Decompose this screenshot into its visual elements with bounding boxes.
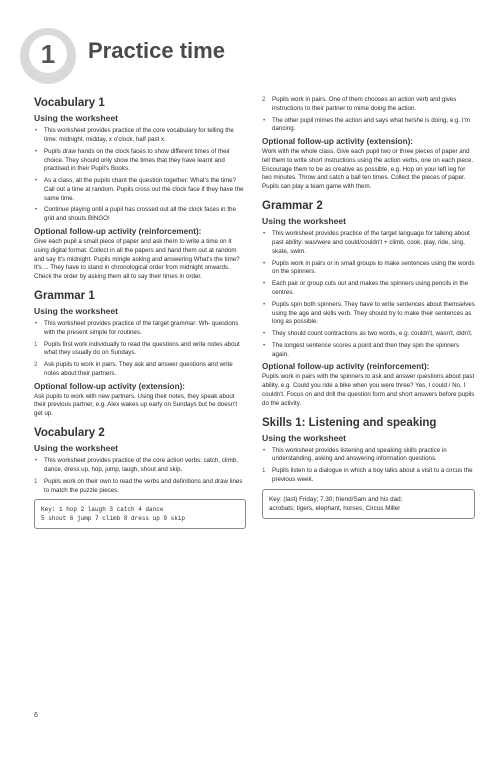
subheading: Using the worksheet	[34, 113, 119, 124]
answer-key-box	[34, 499, 246, 529]
list-item: • This worksheet provides practice of the target grammar: Wh- questions with the present simple for routines.	[34, 320, 246, 338]
page-number: 6	[34, 712, 38, 719]
numbered-list	[262, 96, 475, 114]
optional-activity-title: Optional follow-up activity (reinforcement):	[262, 362, 430, 372]
page-title: Practice time	[88, 38, 225, 63]
unit-header	[20, 28, 480, 90]
list-item: • Pupils draw hands on the clock faces to show different times of their choice. They should only show the times that they have learnt and practised in their Pupil's Books.	[34, 148, 246, 174]
optional-activity-text: Give each pupil a small piece of paper and ask them to write a time on it using digital format. Collect in all the papers and hand them out at random and say It's midnight. Pupils mingle asking and answering What's the time? It's ... They have to stand in chronological order from midnight onwards. Check the order by asking them all to say their times in order.	[34, 237, 240, 281]
subheading: Using the worksheet	[262, 216, 347, 227]
list-item: • As a class, all the pupils chant the question together: What's the time? Call out a time at random. Pupils cross out the clock face if they have the same time.	[34, 177, 246, 203]
bullet-list	[262, 447, 475, 465]
bullet-list	[262, 117, 475, 135]
list-item: • The other pupil mimes the action and says what he/she is doing, e.g. I'm dancing.	[262, 117, 475, 135]
right-column	[262, 96, 475, 519]
section-heading: Grammar 2	[262, 200, 323, 213]
skills-1-section	[262, 416, 475, 519]
grammar-2-section	[262, 199, 475, 409]
vocabulary-2-section	[34, 426, 246, 529]
list-item: • Continue playing until a pupil has crossed out all the clock faces in the grid and shouts BINGO!	[34, 206, 246, 224]
list-item: • The longest sentence scores a point and then they spin the spinners again.	[262, 342, 475, 360]
grammar-1-section	[34, 289, 246, 419]
list-item: • Each pair or group cuts out and makes the spinners using pencils in the centres.	[262, 280, 475, 298]
numbered-list	[34, 341, 246, 379]
list-item: 2 Pupils work in pairs. One of them chooses an action verb and gives instructions to their partner to mime doing the action.	[262, 96, 475, 114]
subheading: Using the worksheet	[34, 443, 119, 454]
subheading: Using the worksheet	[34, 306, 119, 317]
numbered-list	[262, 467, 475, 485]
list-item: • This worksheet provides practice of the core vocabulary for telling the time: midnight, midday, x o'clock, half past x.	[34, 127, 246, 145]
answer-key-line: Key: 1 hop 2 laugh 3 catch 4 dance	[41, 506, 164, 514]
section-heading: Grammar 1	[34, 289, 95, 302]
left-column	[34, 96, 246, 529]
list-item: • This worksheet provides listening and speaking skills practice in understanding, asking and answering information questions.	[262, 447, 475, 465]
section-heading: Vocabulary 2	[34, 427, 105, 440]
list-item: • This worksheet provides practice of the target language for talking about past ability: was/were and could/couldn't + climb, cook, play, ride, sing, skate, swim.	[262, 230, 475, 256]
vocabulary-1-section	[34, 96, 246, 282]
bullet-list	[34, 127, 246, 224]
unit-badge	[20, 28, 76, 84]
list-item: • Pupils work in pairs or in small groups to make sentences using the words on the spinners.	[262, 260, 475, 278]
list-item: 1 Pupils work on their own to read the verbs and definitions and draw lines to match the puzzle pieces.	[34, 478, 246, 496]
vocabulary-2-continued	[262, 96, 475, 192]
answer-key-box	[262, 489, 475, 519]
optional-activity-title: Optional follow-up activity (reinforcement):	[34, 227, 202, 237]
bullet-list	[34, 320, 246, 338]
list-item: • Pupils spin both spinners. They have to write sentences about themselves using the age and skills verb. They should try to make their sentences as long as possible.	[262, 301, 475, 327]
optional-activity-title: Optional follow-up activity (extension):	[34, 381, 186, 391]
list-item: 1 Pupils first work individually to read the questions and write notes about what they usually do on Sundays.	[34, 341, 246, 359]
optional-activity-text: Pupils work in pairs with the spinners to ask and answer questions about past ability, e.g. Could you ride a bike when you were three? Yes, I could / No, I couldn't. Focus on and drill the question form and short answers before pupils do the activity.	[262, 373, 475, 407]
list-item: • They should count contractions as two words, e.g. couldn't, wasn't, didn't.	[262, 330, 475, 339]
unit-number: 1	[29, 35, 67, 73]
optional-activity-text: Work with the whole class. Give each pupil two or three pieces of paper and tell them to write short instructions using the action verbs, one on each piece. Encourage them to be as creative as possible, e.g. Hop on your left leg for two minutes. Throw and catch a ball ten times. Collect the pieces of paper. Pupils can play a team game with them.	[262, 148, 474, 191]
list-item: • This worksheet provides practice of the core action verbs: catch, climb, dance, dress up, hop, jump, laugh, shout and skip.	[34, 457, 246, 475]
bullet-list	[34, 457, 246, 475]
section-heading: Skills 1: Listening and speaking	[262, 416, 437, 429]
section-heading: Vocabulary 1	[34, 97, 105, 109]
answer-key-line: 5 shout 6 jump 7 climb 8 dress up 9 skip	[41, 515, 186, 523]
answer-key-line: Key: (last) Friday; 7.30; friend/Sam and his dad;	[269, 495, 403, 503]
bullet-list	[262, 230, 475, 359]
list-item: 1 Pupils listen to a dialogue in which a boy talks about a visit to a circus the previous week.	[262, 467, 475, 485]
answer-key-line: acrobats; tigers, elephant, horses; Circus Miller	[269, 504, 401, 512]
numbered-list	[34, 478, 246, 496]
subheading: Using the worksheet	[262, 432, 347, 443]
optional-activity-title: Optional follow-up activity (extension):	[262, 137, 414, 147]
list-item: 2 Ask pupils to work in pairs. They ask and answer questions and write notes about their partners.	[34, 361, 246, 379]
optional-activity-text: Ask pupils to work with new partners. Using their notes, they speak about their previous partner, e.g. Alex wakes up early on Sundays but he doesn't get up.	[34, 392, 238, 418]
